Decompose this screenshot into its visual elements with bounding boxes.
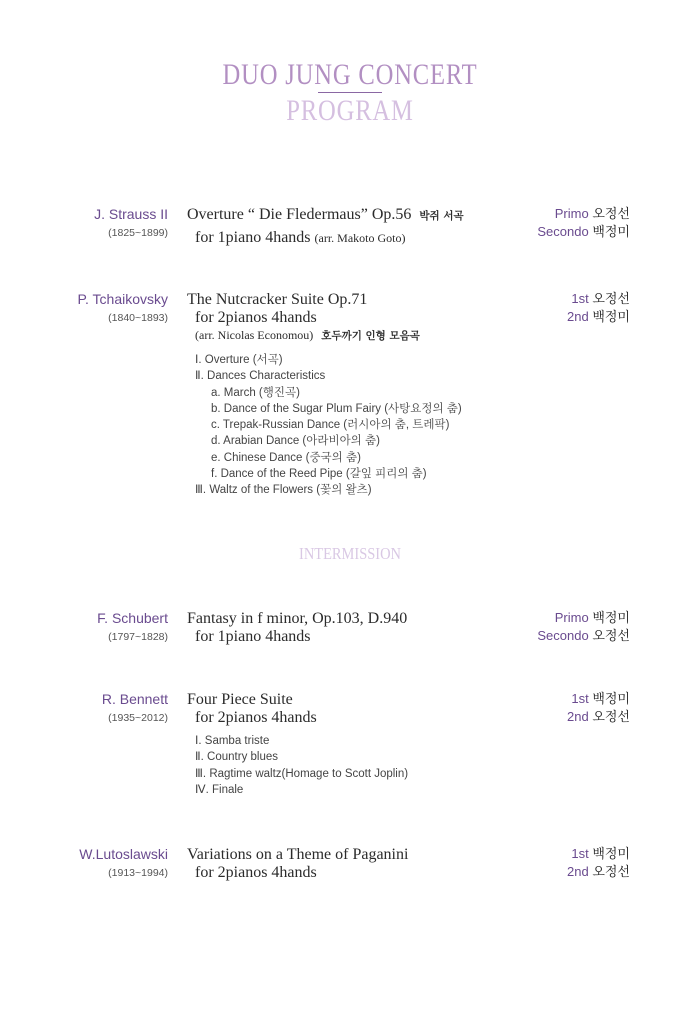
arrangement: (arr. Nicolas Economou) (195, 328, 314, 342)
instrumentation: for 2pianos 4hands (195, 709, 317, 726)
work-block (187, 205, 527, 247)
work-block (187, 690, 527, 798)
composer-dates: (1797~1828) (108, 631, 168, 643)
program-title: PROGRAM (286, 94, 414, 127)
composer-name: R. Bennett (101, 691, 168, 707)
composer-name: W.Lutoslawski (79, 846, 168, 862)
performer-role: Primo (554, 610, 589, 625)
instrumentation: for 2pianos 4hands (195, 309, 317, 326)
performer-row (567, 690, 630, 708)
performers (567, 290, 630, 326)
performer-role: 1st (571, 291, 589, 306)
work-title: Four Piece Suite (187, 691, 293, 708)
movement-item: Ⅲ. Ragtime waltz(Homage to Scott Joplin) (195, 767, 409, 780)
performer-name: 오정선 (592, 206, 630, 221)
movement-list (187, 352, 527, 499)
performers (567, 845, 630, 881)
composer-dates: (1913~1994) (108, 867, 168, 879)
work-block (187, 290, 527, 499)
performer-name: 백정미 (592, 610, 630, 625)
work-title: Variations on a Theme of Paganini (187, 846, 409, 863)
performer-name: 오정선 (592, 864, 630, 879)
performer-role: 1st (571, 691, 589, 706)
performer-name: 오정선 (592, 709, 630, 724)
performers (537, 205, 630, 241)
movement-subitem: d. Arabian Dance (아라비아의 춤) (211, 435, 380, 448)
arrangement: (arr. Makoto Goto) (314, 231, 406, 245)
performer-row (537, 205, 630, 223)
movement-subitem: a. March (행진곡) (211, 386, 300, 399)
work-block (187, 845, 527, 881)
movement-item: Ⅰ. Overture (서곡) (195, 354, 283, 366)
composer-block (77, 290, 168, 326)
performer-role: 2nd (566, 309, 589, 324)
movement-subitem: e. Chinese Dance (중국의 춤) (211, 451, 361, 464)
movement-subitem: f. Dance of the Reed Pipe (갈잎 피리의 춤) (211, 468, 427, 481)
instrumentation-line (187, 229, 527, 247)
performer-role: 2nd (566, 864, 589, 879)
movement-item: Ⅱ. Dances Characteristics (195, 370, 326, 383)
work-title: Overture “ Die Fledermaus” Op.56 (187, 206, 412, 223)
movement-list (187, 733, 527, 798)
performer-row (537, 627, 630, 645)
movement-item: Ⅱ. Country blues (195, 751, 279, 764)
composer-name: J. Strauss II (94, 206, 168, 222)
movement-subitem: b. Dance of the Sugar Plum Fairy (사탕요정의 춤) (211, 402, 462, 415)
performer-row (567, 863, 630, 881)
performer-role: Primo (554, 206, 589, 221)
concert-title: DUO JUNG CONCERT (222, 58, 478, 91)
performer-role: 1st (571, 846, 589, 861)
performers (567, 690, 630, 726)
intermission-label: INTERMISSION (299, 544, 401, 563)
composer-name: F. Schubert (97, 610, 168, 626)
composer-name: P. Tchaikovsky (77, 291, 168, 307)
composer-dates: (1840~1893) (108, 312, 168, 324)
performer-name: 백정미 (592, 691, 630, 706)
korean-title: 호두까기 인형 모음곡 (321, 330, 420, 342)
work-block (187, 609, 527, 645)
composer-block (102, 690, 168, 726)
performer-name: 백정미 (592, 846, 630, 861)
performer-role: Secondo (537, 628, 589, 643)
movement-item: Ⅳ. Finale (195, 783, 244, 796)
performer-row (567, 845, 630, 863)
instrumentation: for 2pianos 4hands (195, 864, 317, 881)
performers (537, 609, 630, 645)
composer-dates: (1825~1899) (108, 227, 168, 239)
work-title-line (187, 205, 527, 226)
performer-role: 2nd (566, 709, 589, 724)
movement-subitem: c. Trepak-Russian Dance (러시아의 춤, 트레팍) (211, 419, 450, 432)
composer-block (97, 609, 168, 645)
performer-row (567, 290, 630, 308)
arrangement-line (187, 326, 527, 345)
performer-name: 오정선 (592, 628, 630, 643)
work-title: The Nutcracker Suite Op.71 (187, 291, 368, 308)
composer-dates: (1935~2012) (108, 712, 168, 724)
work-title: Fantasy in f minor, Op.103, D.940 (187, 610, 408, 627)
korean-title: 박쥐 서곡 (419, 210, 464, 222)
performer-name: 오정선 (592, 291, 630, 306)
performer-row (567, 308, 630, 326)
movement-item: Ⅲ. Waltz of the Flowers (꽃의 왈츠) (195, 484, 372, 497)
performer-name: 백정미 (592, 309, 630, 324)
performer-row (537, 223, 630, 241)
performer-role: Secondo (537, 224, 589, 239)
performer-name: 백정미 (592, 224, 630, 239)
instrumentation: for 1piano 4hands (195, 628, 311, 645)
composer-block (79, 845, 168, 881)
movement-item: Ⅰ. Samba triste (195, 735, 270, 747)
composer-block (94, 205, 168, 241)
instrumentation: for 1piano 4hands (195, 229, 311, 246)
performer-row (567, 708, 630, 726)
performer-row (537, 609, 630, 627)
program-header (0, 58, 700, 129)
